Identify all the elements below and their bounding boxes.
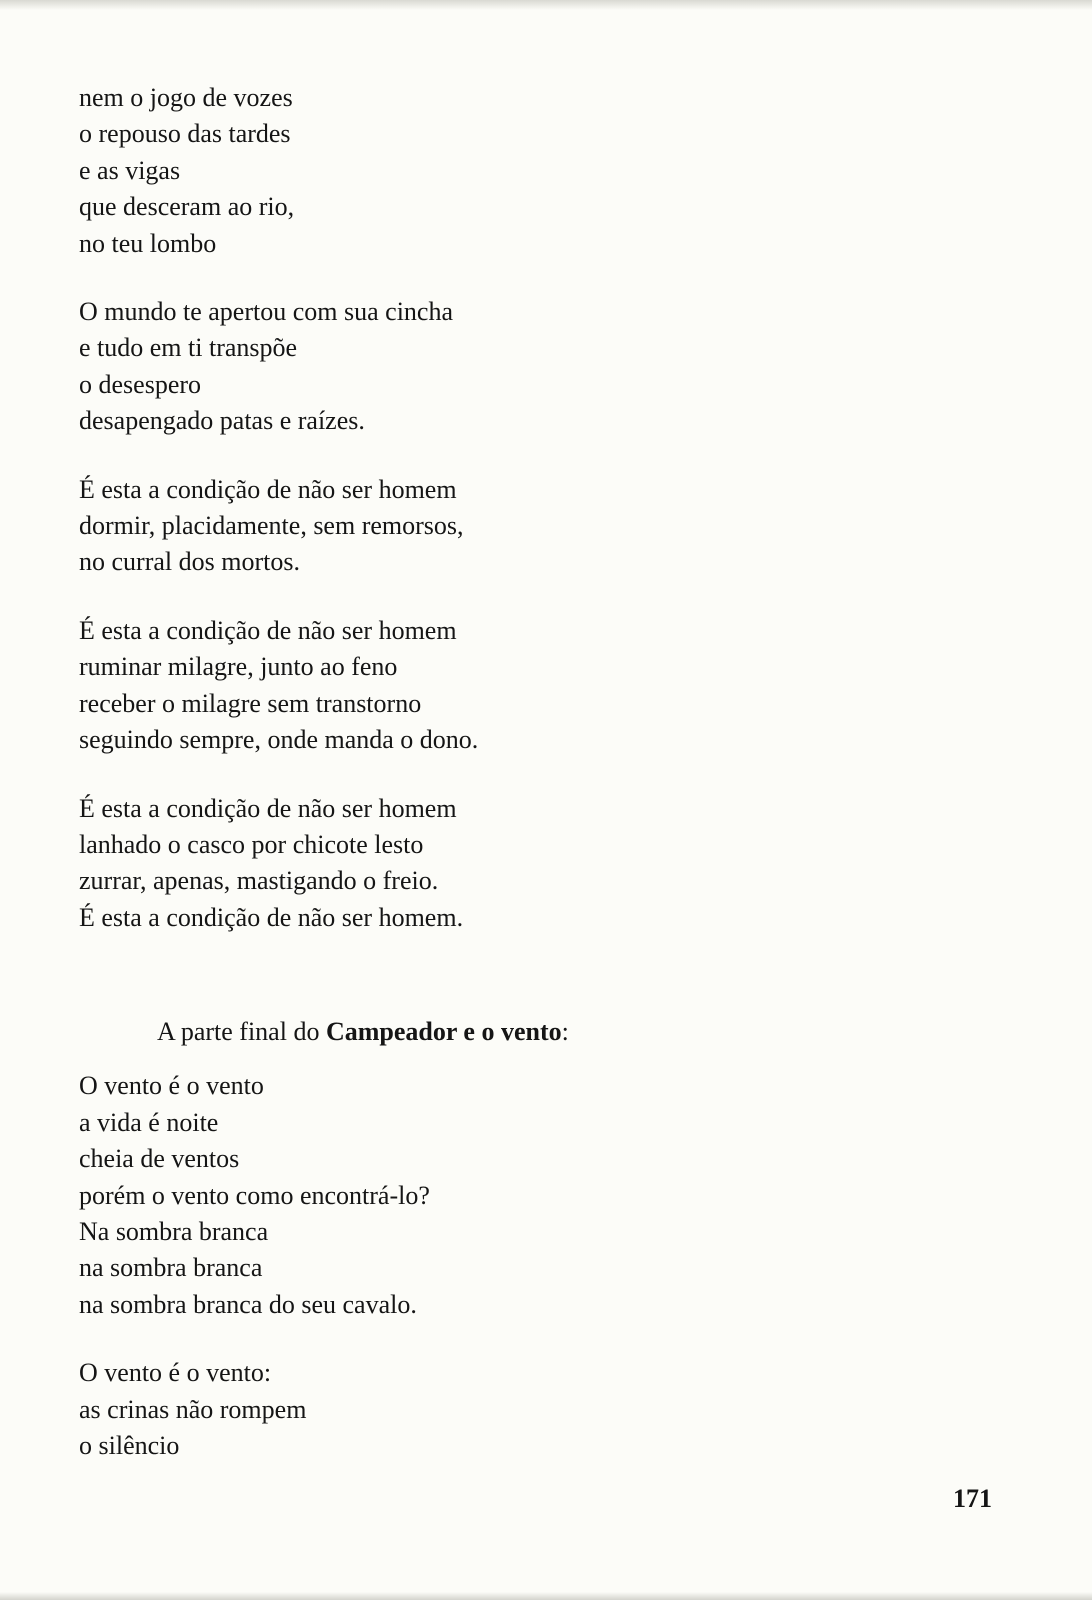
poem-line: É esta a condição de não ser homem [79, 615, 457, 645]
poem-line: cheia de ventos [79, 1144, 240, 1174]
poem-line: É esta a condição de não ser homem [79, 793, 457, 823]
stanza-4 [79, 613, 779, 759]
poem-line: nem o jogo de vozes [79, 83, 293, 112]
section-heading-prefix: A parte final do [157, 1017, 326, 1046]
poem-line: e tudo em ti transpõe [79, 333, 298, 363]
poem-part-two [79, 1014, 879, 1496]
poem-line: zurrar, apenas, mastigando o freio. [79, 866, 439, 896]
poem-line: desapengado patas e raízes. [79, 406, 365, 436]
page-number: 171 [953, 1484, 992, 1513]
poem-line: receber o milagre sem transtorno [79, 688, 422, 718]
section-heading-suffix: : [561, 1017, 569, 1046]
stanza-5 [79, 791, 779, 937]
stanza-1 [79, 80, 779, 262]
poem-line: o silêncio [79, 1431, 180, 1461]
poem-line: É esta a condição de não ser homem. [79, 902, 464, 932]
poem-line: lanhado o casco por chicote lesto [79, 829, 424, 859]
poem-line: na sombra branca [79, 1253, 263, 1283]
poem-line: no curral dos mortos. [79, 547, 300, 577]
poem-line: a vida é noite [79, 1107, 219, 1137]
poem-line: Na sombra branca [79, 1217, 269, 1247]
poem-line: o repouso das tardes [79, 119, 291, 149]
poem-line: seguindo sempre, onde manda o dono. [79, 725, 479, 755]
poem-part-one [79, 80, 779, 968]
stanza-2 [79, 294, 779, 440]
poem-line: O mundo te apertou com sua cincha [79, 297, 453, 327]
poem-line: O vento é o vento [79, 1071, 264, 1101]
poem-line: O vento é o vento: [79, 1358, 272, 1388]
section-heading [157, 1014, 879, 1050]
section-heading-title: Campeador e o vento [325, 1017, 562, 1046]
stanza-3 [79, 472, 779, 581]
poem-line: que desceram ao rio, [79, 192, 295, 222]
page-top-edge [0, 0, 1092, 10]
poem-line: as crinas não rompem [79, 1394, 307, 1424]
poem-line: porém o vento como encontrá-lo? [79, 1180, 430, 1210]
poem-line: no teu lombo [79, 228, 217, 258]
page-bottom-edge [0, 1592, 1092, 1600]
poem-line: É esta a condição de não ser homem [79, 474, 457, 504]
poem-line: ruminar milagre, junto ao feno [79, 652, 398, 682]
stanza-7 [79, 1355, 879, 1464]
poem-line: na sombra branca do seu cavalo. [79, 1289, 417, 1319]
poem-line: dormir, placidamente, sem remorsos, [79, 511, 464, 541]
poem-line: e as vigas [79, 155, 181, 185]
stanza-6 [79, 1068, 879, 1323]
poem-line: o desespero [79, 369, 202, 399]
